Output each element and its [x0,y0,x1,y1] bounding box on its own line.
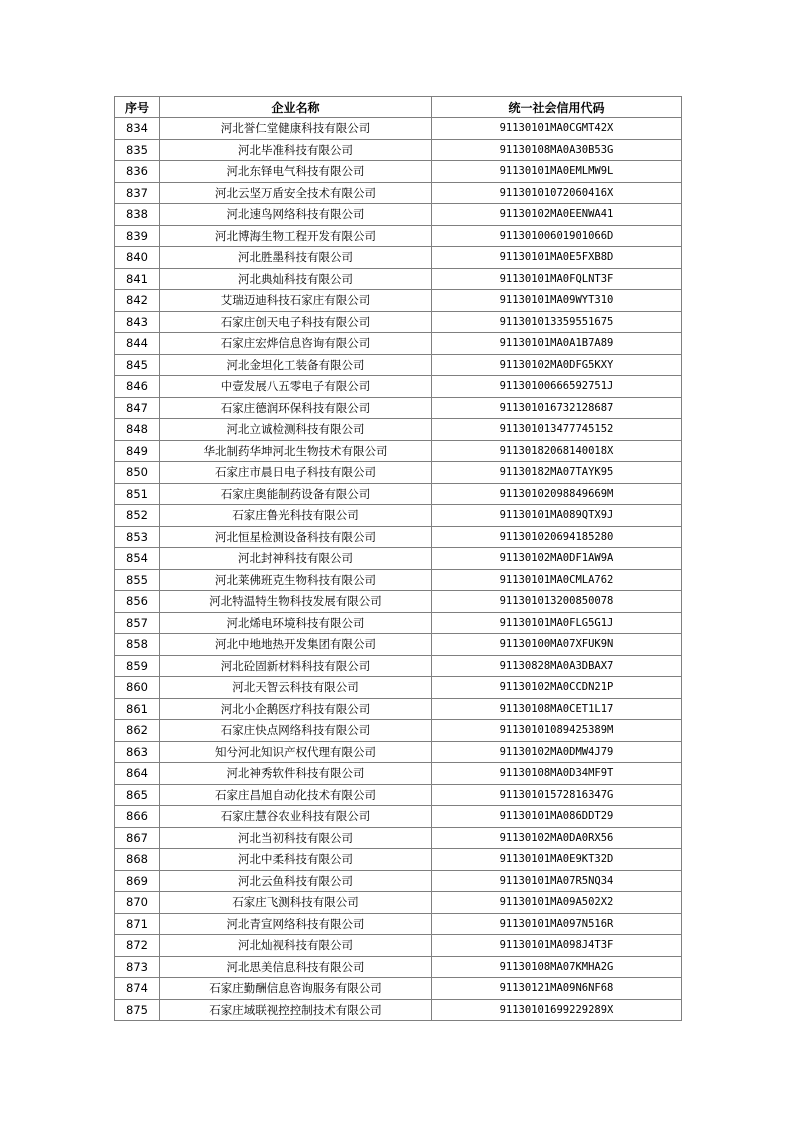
credit-code-cell: 91130100601901066D [432,225,682,247]
serial-number-cell: 863 [115,741,160,763]
table-row [115,225,682,247]
serial-number-cell: 870 [115,892,160,914]
table-row [115,677,682,699]
company-name-cell: 河北小企鹅医疗科技有限公司 [160,698,432,720]
company-name-cell: 河北云鱼科技有限公司 [160,870,432,892]
credit-code-cell: 91130101572816347G [432,784,682,806]
credit-code-cell: 91130101MA0FLG5G1J [432,612,682,634]
serial-number-cell: 848 [115,419,160,441]
table-row [115,483,682,505]
credit-code-cell: 91130100666592751J [432,376,682,398]
serial-number-cell: 836 [115,161,160,183]
credit-code-cell: 91130101MA0CGMT42X [432,118,682,140]
credit-code-cell: 91130101MA086DDT29 [432,806,682,828]
table-row [115,763,682,785]
company-name-cell: 河北典灿科技有限公司 [160,268,432,290]
serial-number-cell: 867 [115,827,160,849]
company-name-cell: 石家庄市晨日电子科技有限公司 [160,462,432,484]
company-name-cell: 石家庄昌旭自动化技术有限公司 [160,784,432,806]
credit-code-cell: 91130108MA0D34MF9T [432,763,682,785]
table-row [115,849,682,871]
credit-code-cell: 91130102MA0DMW4J79 [432,741,682,763]
credit-code-cell: 911301013359551675 [432,311,682,333]
serial-number-cell: 842 [115,290,160,312]
table-row [115,999,682,1021]
credit-code-cell: 911301013200850078 [432,591,682,613]
credit-code-cell: 91130102MA0DA0RX56 [432,827,682,849]
table-row [115,333,682,355]
table-row [115,397,682,419]
credit-code-cell: 91130101699229289X [432,999,682,1021]
credit-code-cell: 91130121MA09N6NF68 [432,978,682,1000]
table-row [115,204,682,226]
credit-code-cell: 91130101MA0EMLMW9L [432,161,682,183]
serial-number-cell: 840 [115,247,160,269]
credit-code-cell: 91130101MA097N516R [432,913,682,935]
company-name-cell: 河北砼固新材料科技有限公司 [160,655,432,677]
company-name-cell: 河北胜墨科技有限公司 [160,247,432,269]
table-row [115,505,682,527]
company-name-cell: 河北恒星检测设备科技有限公司 [160,526,432,548]
serial-number-cell: 866 [115,806,160,828]
serial-number-cell: 843 [115,311,160,333]
company-name-cell: 石家庄勤酬信息咨询服务有限公司 [160,978,432,1000]
table-row [115,612,682,634]
table-row [115,827,682,849]
company-name-cell: 石家庄宏烨信息咨询有限公司 [160,333,432,355]
company-name-cell: 河北立诚检测科技有限公司 [160,419,432,441]
credit-code-cell: 91130101072060416X [432,182,682,204]
company-name-cell: 艾瑞迈迪科技石家庄有限公司 [160,290,432,312]
credit-code-cell: 91130182068140018X [432,440,682,462]
company-name-cell: 知兮河北知识产权代理有限公司 [160,741,432,763]
credit-code-cell: 91130100MA07XFUK9N [432,634,682,656]
credit-code-cell: 91130101MA09WYT310 [432,290,682,312]
serial-number-cell: 856 [115,591,160,613]
company-name-cell: 河北天智云科技有限公司 [160,677,432,699]
serial-number-cell: 834 [115,118,160,140]
credit-code-cell: 91130101MA0E5FXB8D [432,247,682,269]
serial-number-cell: 868 [115,849,160,871]
table-row [115,935,682,957]
table-row [115,462,682,484]
company-name-cell: 石家庄奥能制药设备有限公司 [160,483,432,505]
serial-number-cell: 845 [115,354,160,376]
company-name-cell: 石家庄慧谷农业科技有限公司 [160,806,432,828]
table-row [115,118,682,140]
table-row [115,913,682,935]
company-name-cell: 河北当初科技有限公司 [160,827,432,849]
table-body [115,118,682,1021]
company-name-cell: 河北灿视科技有限公司 [160,935,432,957]
serial-number-cell: 857 [115,612,160,634]
serial-number-cell: 860 [115,677,160,699]
serial-number-cell: 854 [115,548,160,570]
company-name-cell: 河北青宣网络科技有限公司 [160,913,432,935]
credit-code-cell: 91130102MA0CCDN21P [432,677,682,699]
company-name-cell: 河北东铎电气科技有限公司 [160,161,432,183]
table-row [115,720,682,742]
table-row [115,698,682,720]
table-header-row [115,97,682,118]
table-row [115,870,682,892]
credit-code-cell: 91130102MA0EENWA41 [432,204,682,226]
table-row [115,548,682,570]
serial-number-cell: 847 [115,397,160,419]
header-credit-code: 统一社会信用代码 [432,97,682,118]
table-row [115,354,682,376]
serial-number-cell: 873 [115,956,160,978]
company-name-cell: 河北中柔科技有限公司 [160,849,432,871]
company-name-cell: 河北特温特生物科技发展有限公司 [160,591,432,613]
company-name-cell: 河北思美信息科技有限公司 [160,956,432,978]
credit-code-cell: 911301016732128687 [432,397,682,419]
company-name-cell: 石家庄德润环保科技有限公司 [160,397,432,419]
serial-number-cell: 875 [115,999,160,1021]
table-row [115,526,682,548]
table-row [115,440,682,462]
serial-number-cell: 858 [115,634,160,656]
company-name-cell: 华北制药华坤河北生物技术有限公司 [160,440,432,462]
serial-number-cell: 844 [115,333,160,355]
company-name-cell: 石家庄域联视控控制技术有限公司 [160,999,432,1021]
credit-code-cell: 91130101MA09A502X2 [432,892,682,914]
table-row [115,741,682,763]
credit-code-cell: 91130102098849669M [432,483,682,505]
table-row [115,784,682,806]
serial-number-cell: 861 [115,698,160,720]
credit-code-cell: 91130101MA098J4T3F [432,935,682,957]
table-row [115,182,682,204]
table-row [115,247,682,269]
serial-number-cell: 864 [115,763,160,785]
credit-code-cell: 91130182MA07TAYK95 [432,462,682,484]
credit-code-cell: 91130101MA0E9KT32D [432,849,682,871]
table-row [115,569,682,591]
serial-number-cell: 839 [115,225,160,247]
company-name-cell: 河北云坚万盾安全技术有限公司 [160,182,432,204]
company-name-cell: 河北博海生物工程开发有限公司 [160,225,432,247]
company-name-cell: 河北速鸟网络科技有限公司 [160,204,432,226]
company-name-cell: 河北誉仁堂健康科技有限公司 [160,118,432,140]
table-row [115,268,682,290]
company-name-cell: 河北莱佛班克生物科技有限公司 [160,569,432,591]
table-row [115,376,682,398]
serial-number-cell: 849 [115,440,160,462]
table-row [115,139,682,161]
serial-number-cell: 871 [115,913,160,935]
company-name-cell: 石家庄鲁光科技有限公司 [160,505,432,527]
serial-number-cell: 852 [115,505,160,527]
serial-number-cell: 850 [115,462,160,484]
serial-number-cell: 853 [115,526,160,548]
company-name-cell: 河北神秀软件科技有限公司 [160,763,432,785]
credit-code-cell: 91130101MA07R5NQ34 [432,870,682,892]
credit-code-cell: 91130101MA0A1B7A89 [432,333,682,355]
company-name-cell: 河北毕准科技有限公司 [160,139,432,161]
table-row [115,311,682,333]
table-row [115,634,682,656]
credit-code-cell: 91130828MA0A3DBAX7 [432,655,682,677]
table-row [115,956,682,978]
credit-code-cell: 91130102MA0DF1AW9A [432,548,682,570]
credit-code-cell: 911301013477745152 [432,419,682,441]
credit-code-cell: 911301020694185280 [432,526,682,548]
table-row [115,419,682,441]
serial-number-cell: 859 [115,655,160,677]
company-name-cell: 中壹发展八五零电子有限公司 [160,376,432,398]
credit-code-cell: 91130108MA0A30B53G [432,139,682,161]
company-name-cell: 河北烯电环境科技有限公司 [160,612,432,634]
company-name-cell: 河北中地地热开发集团有限公司 [160,634,432,656]
serial-number-cell: 851 [115,483,160,505]
serial-number-cell: 869 [115,870,160,892]
credit-code-cell: 91130108MA0CET1L17 [432,698,682,720]
credit-code-cell: 91130101MA0CMLA762 [432,569,682,591]
serial-number-cell: 862 [115,720,160,742]
company-name-cell: 石家庄飞测科技有限公司 [160,892,432,914]
table-row [115,806,682,828]
serial-number-cell: 872 [115,935,160,957]
header-company-name: 企业名称 [160,97,432,118]
credit-code-cell: 91130102MA0DFG5KXY [432,354,682,376]
table-row [115,591,682,613]
company-name-cell: 河北金坦化工装备有限公司 [160,354,432,376]
serial-number-cell: 837 [115,182,160,204]
credit-code-cell: 91130101MA089QTX9J [432,505,682,527]
credit-code-cell: 91130101MA0FQLNT3F [432,268,682,290]
table-row [115,978,682,1000]
serial-number-cell: 855 [115,569,160,591]
serial-number-cell: 835 [115,139,160,161]
company-name-cell: 河北封神科技有限公司 [160,548,432,570]
serial-number-cell: 874 [115,978,160,1000]
table-row [115,290,682,312]
enterprise-table [114,96,682,1021]
serial-number-cell: 841 [115,268,160,290]
company-name-cell: 石家庄创天电子科技有限公司 [160,311,432,333]
table-row [115,655,682,677]
header-serial-number: 序号 [115,97,160,118]
table-row [115,161,682,183]
serial-number-cell: 846 [115,376,160,398]
table-row [115,892,682,914]
credit-code-cell: 91130108MA07KMHA2G [432,956,682,978]
serial-number-cell: 838 [115,204,160,226]
company-name-cell: 石家庄快点网络科技有限公司 [160,720,432,742]
credit-code-cell: 91130101089425389M [432,720,682,742]
serial-number-cell: 865 [115,784,160,806]
